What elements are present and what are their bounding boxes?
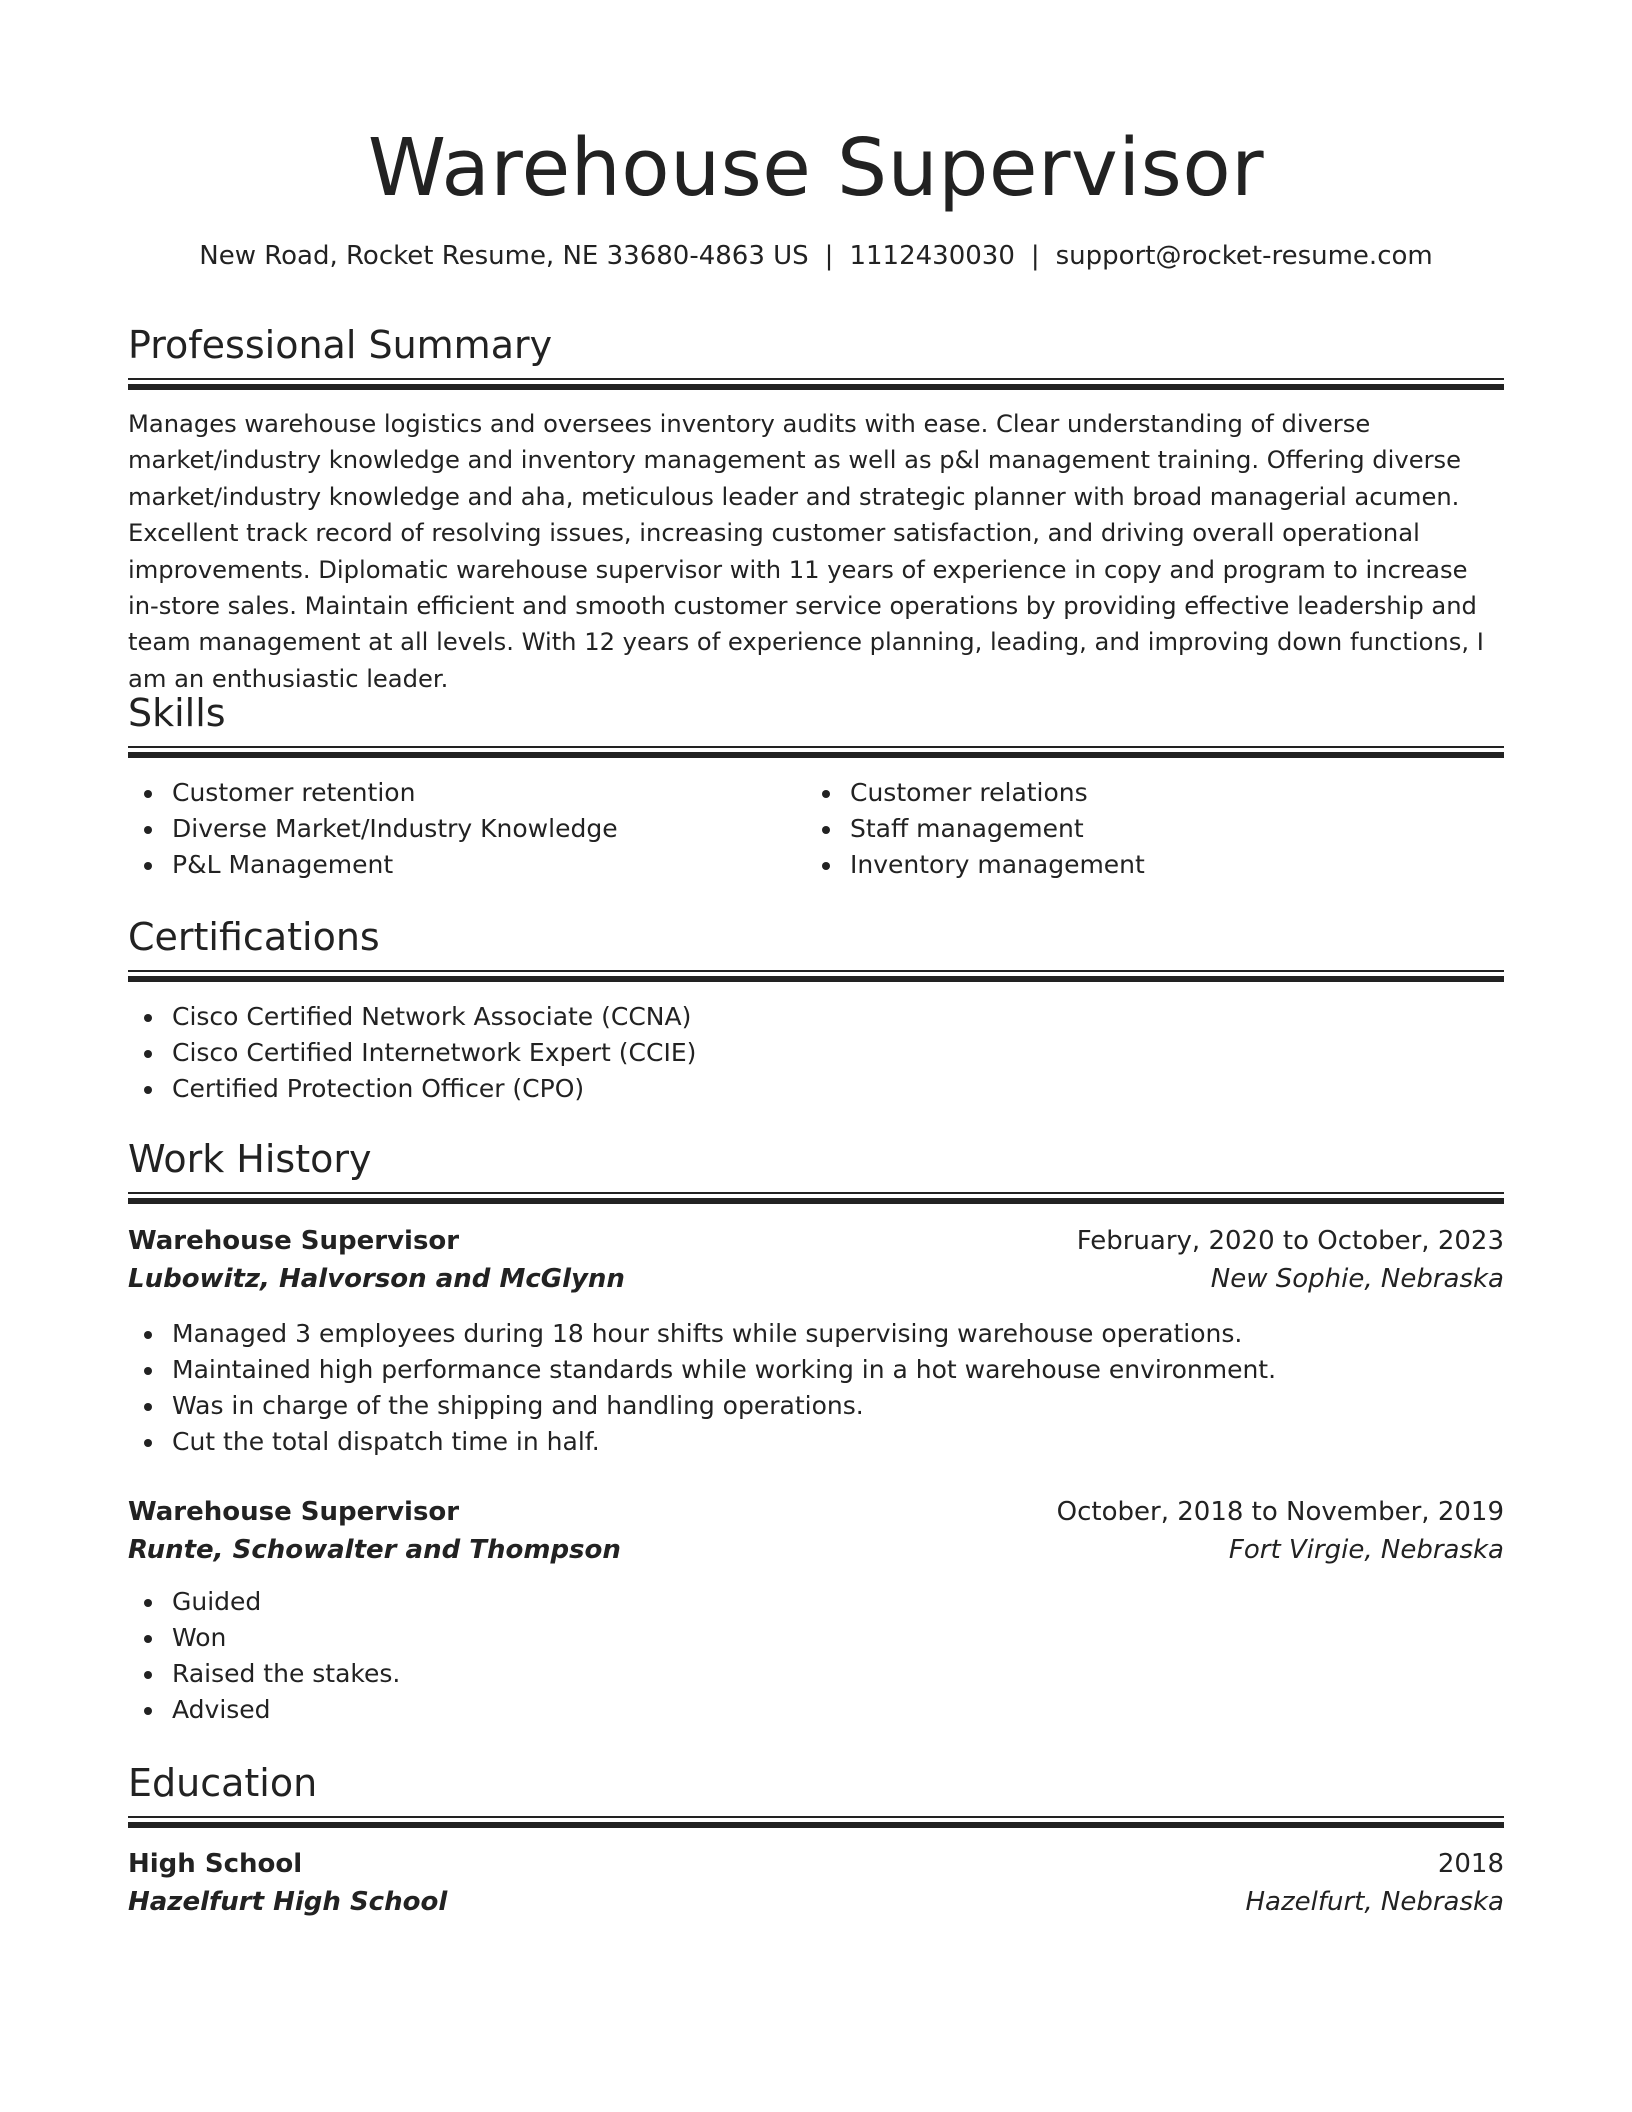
skill-item: P&L Management	[172, 847, 618, 883]
section-divider	[128, 1192, 1504, 1205]
section-divider	[128, 1816, 1504, 1829]
job-header	[128, 1493, 1504, 1531]
section-title-summary: Professional Summary	[128, 323, 553, 367]
job-bullet-item: Maintained high performance standards while working in a hot warehouse environment.	[172, 1352, 1276, 1388]
job-role: Warehouse Supervisor	[128, 1226, 460, 1256]
education-school-row	[128, 1883, 1504, 1921]
education-location: Hazelfurt, Nebraska	[1245, 1887, 1504, 1917]
skills-list-left	[128, 775, 618, 883]
section-title-work-history: Work History	[128, 1137, 372, 1181]
job-bullets	[128, 1316, 1276, 1460]
job-company: Lubowitz, Halvorson and McGlynn	[128, 1264, 625, 1294]
section-divider	[128, 970, 1504, 983]
resume-name-title: Warehouse Supervisor	[367, 122, 1265, 214]
certification-item: Cisco Certified Network Associate (CCNA)	[172, 999, 696, 1035]
section-title-certifications: Certifications	[128, 915, 380, 959]
skill-item: Diverse Market/Industry Knowledge	[172, 811, 618, 847]
education-school: Hazelfurt High School	[128, 1887, 448, 1917]
job-bullet-item: Was in charge of the shipping and handling operations.	[172, 1388, 1276, 1424]
job-header	[128, 1222, 1504, 1260]
section-title-education: Education	[128, 1761, 318, 1805]
job-bullet-item: Advised	[172, 1692, 400, 1728]
job-bullet-item: Won	[172, 1620, 400, 1656]
certification-item: Cisco Certified Internetwork Expert (CCIE)	[172, 1035, 696, 1071]
section-title-skills: Skills	[128, 691, 226, 735]
certification-item: Certified Protection Officer (CPO)	[172, 1071, 696, 1107]
job-location: New Sophie, Nebraska	[1210, 1264, 1504, 1294]
skills-list-right	[806, 775, 1145, 883]
contact-address: New Road, Rocket Resume, NE 33680-4863 US	[199, 241, 809, 271]
job-company: Runte, Schowalter and Thompson	[128, 1535, 621, 1565]
skill-item: Inventory management	[850, 847, 1145, 883]
contact-line	[128, 238, 1504, 274]
job-dates: February, 2020 to October, 2023	[1076, 1226, 1504, 1256]
job-location: Fort Virgie, Nebraska	[1228, 1535, 1504, 1565]
certifications-list	[128, 999, 696, 1107]
job-bullet-item: Guided	[172, 1584, 400, 1620]
job-company-row	[128, 1531, 1504, 1569]
contact-email: support@rocket-resume.com	[1055, 241, 1433, 271]
section-divider	[128, 746, 1504, 759]
job-bullets	[128, 1584, 400, 1728]
job-bullet-item: Managed 3 employees during 18 hour shifts while supervising warehouse operations.	[172, 1316, 1276, 1352]
summary-paragraph: Manages warehouse logistics and oversees inventory audits with ease. Clear understanding of diverse market/industry knowledge and inventory management as well as p&l management training. Offering diverse market/industry knowledge and aha, meticulous leader and strategic planner with broad managerial acumen. Excellent track record of resolving issues, increasing customer satisfaction, and driving overall operational improvements. Diplomatic warehouse supervisor with 11 years of experience in copy and program to increase in-store sales. Maintain efficient and smooth customer service operations by providing effective leadership and team management at all levels. With 12 years of experience planning, leading, and improving down functions, I am an enthusiastic leader.	[128, 410, 1484, 693]
skill-item: Staff management	[850, 811, 1145, 847]
job-bullet-item: Cut the total dispatch time in half.	[172, 1424, 1276, 1460]
education-header	[128, 1845, 1504, 1883]
skill-item: Customer retention	[172, 775, 618, 811]
job-dates: October, 2018 to November, 2019	[1056, 1497, 1504, 1527]
contact-separator: |	[824, 241, 834, 271]
job-role: Warehouse Supervisor	[128, 1497, 460, 1527]
job-company-row	[128, 1260, 1504, 1298]
education-year: 2018	[1437, 1849, 1504, 1879]
contact-separator: |	[1030, 241, 1040, 271]
section-divider	[128, 378, 1504, 391]
education-degree: High School	[128, 1849, 303, 1879]
skill-item: Customer relations	[850, 775, 1145, 811]
contact-phone: 1112430030	[849, 241, 1015, 271]
job-bullet-item: Raised the stakes.	[172, 1656, 400, 1692]
